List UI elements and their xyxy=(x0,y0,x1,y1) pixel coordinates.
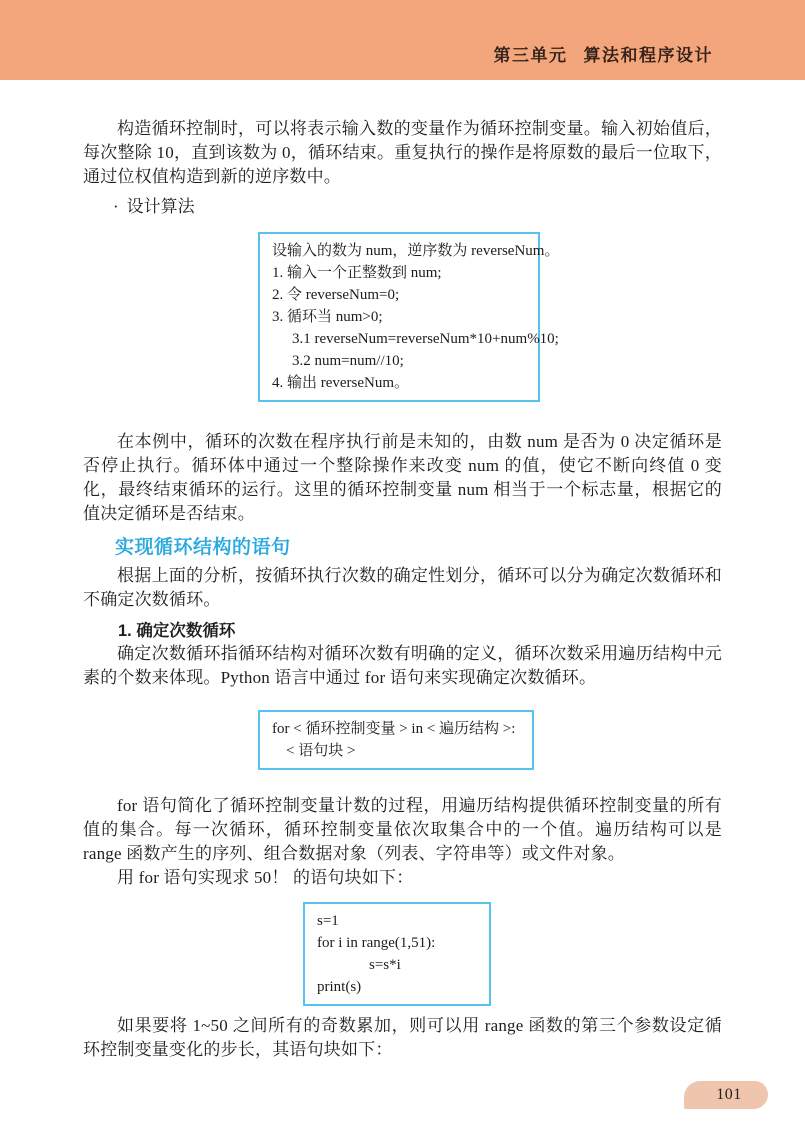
algorithm-line: 1. 输入一个正整数到 num; xyxy=(272,265,442,281)
code-line: for i in range(1,51): xyxy=(317,935,436,951)
algorithm-line: 3. 循环当 num>0; xyxy=(272,309,383,325)
page-content xyxy=(0,80,805,1062)
syntax-line: for < 循环控制变量 > in < 遍历结构 >: xyxy=(272,721,516,737)
algorithm-line: 设输入的数为 num，逆序数为 reverseNum。 xyxy=(272,243,560,259)
section-heading-loop-statements: 实现循环结构的语句 xyxy=(115,537,291,558)
page-number: 101 xyxy=(716,1086,742,1103)
page-number-badge xyxy=(684,1081,768,1109)
code-line: s=s*i xyxy=(369,957,401,973)
page-header-band xyxy=(0,0,805,80)
unit-header-title xyxy=(494,41,714,66)
syntax-line: < 语句块 > xyxy=(286,743,356,759)
algorithm-line: 2. 令 reverseNum=0; xyxy=(272,287,400,303)
subheading-definite-count-loop: 1. 确定次数循环 xyxy=(118,622,236,640)
code-line: s=1 xyxy=(317,913,339,929)
bullet-dot-icon: · xyxy=(113,197,119,216)
paragraph-loop-control-intro: 构造循环控制时，可以将表示输入数的变量作为循环控制变量。输入初始值后，每次整除 10，直到该数为 0，循环结束。重复执行的操作是将原数的最后一位取下，通过位权值构造到新的逆序数中。 xyxy=(83,119,722,186)
unit-label: 第三单元 xyxy=(493,46,568,65)
paragraph-loop-example-analysis: 在本例中，循环的次数在程序执行前是未知的，由数 num 是否为 0 决定循环是否停止执行。循环体中通过一个整除操作来改变 num 的值，使它不断向终值 0 变化，最终结束循环的运行。这里的循环控制变量 num 相当于一个标志量，根据它的值决定循环是否结束。 xyxy=(83,432,722,523)
factorial-code-box xyxy=(303,902,491,1006)
code-line: print(s) xyxy=(317,979,362,995)
algorithm-line: 4. 输出 reverseNum。 xyxy=(272,375,410,391)
paragraph-for-statement-explanation: for 语句简化了循环控制变量计数的过程，用遍历结构提供循环控制变量的所有值的集合。每一次循环，循环控制变量依次取集合中的一个值。遍历结构可以是 range 函数产生的序列、组合数据对象（列表、字符串等）或文件对象。 xyxy=(83,796,722,863)
algorithm-line: 3.2 num=num//10; xyxy=(292,353,404,369)
algorithm-steps-box xyxy=(258,232,560,402)
bullet-design-algorithm xyxy=(83,195,722,219)
paragraph-definite-loop-definition: 确定次数循环指循环结构对循环次数有明确的定义，循环次数采用遍历结构中元素的个数来体现。Python 语言中通过 for 语句来实现确定次数循环。 xyxy=(83,644,722,687)
unit-title: 算法和程序设计 xyxy=(583,46,713,65)
algorithm-line: 3.1 reverseNum=reverseNum*10+num%10; xyxy=(292,331,559,347)
for-syntax-box xyxy=(258,710,534,770)
paragraph-factorial-intro: 用 for 语句实现求 50！ 的语句块如下： xyxy=(117,868,414,887)
bullet-label: 设计算法 xyxy=(126,197,195,216)
paragraph-loop-classification: 根据上面的分析，按循环执行次数的确定性划分，循环可以分为确定次数循环和不确定次数循环。 xyxy=(83,566,722,609)
paragraph-odd-sum-step: 如果要将 1~50 之间所有的奇数累加，则可以用 range 函数的第三个参数设定循环控制变量变化的步长，其语句块如下： xyxy=(83,1016,722,1059)
